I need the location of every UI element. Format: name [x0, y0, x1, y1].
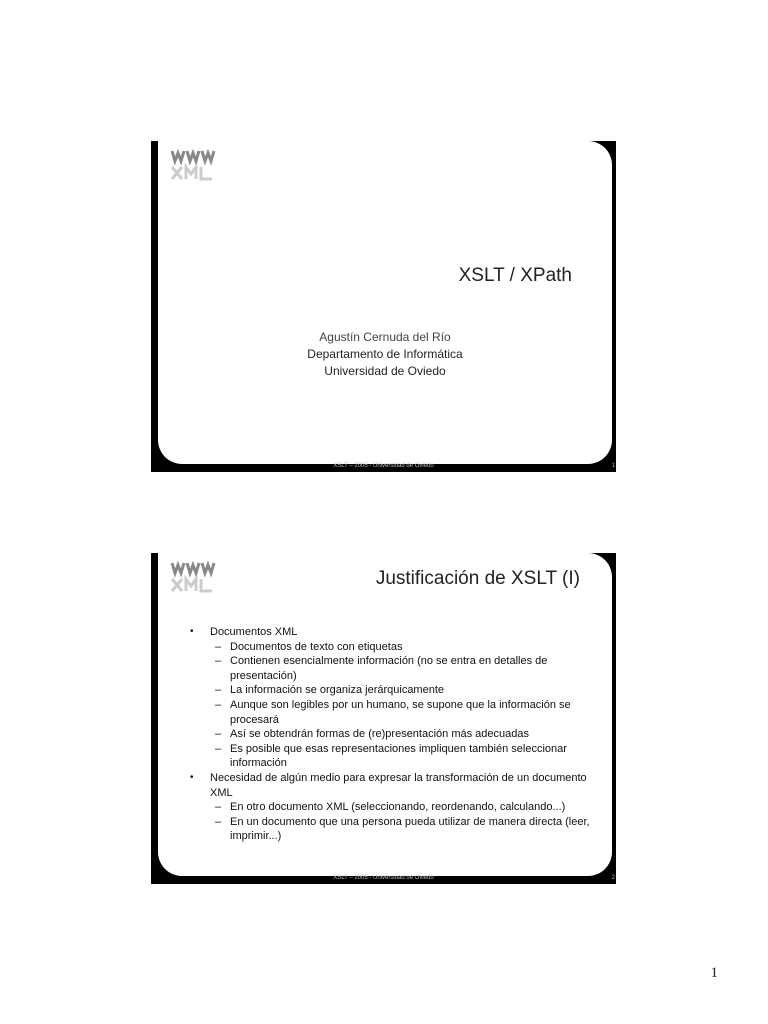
slide-1-author-block	[158, 329, 612, 380]
bullet-mark: •	[190, 771, 194, 783]
sub-item-text: Documentos de texto con etiquetas	[230, 640, 403, 653]
sub-item-text: Es posible que esas representaciones impliquen también seleccionar información	[230, 742, 567, 770]
slide-1-content	[158, 141, 612, 464]
slide-2	[151, 553, 616, 884]
slide-2-content	[158, 553, 612, 876]
dash-mark: –	[215, 684, 222, 697]
sub-item	[184, 640, 590, 655]
slide-1-title: XSLT / XPath	[458, 265, 572, 286]
bullet-item	[184, 771, 590, 800]
slide-2-body	[184, 625, 590, 844]
dash-mark: –	[215, 698, 222, 711]
page-number: 1	[710, 965, 718, 981]
sub-item	[184, 683, 590, 698]
sub-item-text: Así se obtendrán formas de (re)presentación más adecuadas	[230, 728, 529, 741]
sub-item-text: Contienen esencialmente información (no se entra en detalles de presentación)	[230, 655, 548, 682]
www-xml-logo	[170, 147, 218, 183]
bullet-mark: •	[190, 626, 194, 637]
sub-item-text: En otro documento XML (seleccionando, reordenando, calculando...)	[230, 801, 566, 814]
sub-item-text: Aunque son legibles por un humano, se supone que la información se procesará	[230, 698, 571, 726]
dash-mark: –	[215, 801, 222, 814]
sub-item	[184, 815, 590, 844]
sub-item-text: La información se organiza jerárquicamente	[230, 684, 445, 697]
sub-item	[184, 698, 590, 727]
slide-1	[151, 141, 616, 472]
bullet-item	[184, 625, 590, 640]
dash-mark: –	[215, 640, 222, 653]
dash-mark: –	[215, 655, 222, 668]
slide-2-footer: XSLT – 2005 - Universidad de Oviedo	[333, 875, 434, 881]
sub-item	[184, 654, 590, 683]
author-name: Agustín Cernuda del Río	[319, 330, 451, 344]
department-name: Departamento de Informática	[307, 347, 463, 361]
bullet-text: Documentos XML	[210, 626, 298, 638]
bullet-text: Necesidad de algún medio para expresar la transformación de un documento XML	[210, 771, 587, 799]
dash-mark: –	[215, 728, 222, 741]
www-xml-logo	[170, 559, 218, 595]
sub-item-text: En un documento que una persona pueda utilizar de manera directa (leer, imprimir...)	[230, 815, 590, 843]
dash-mark: –	[215, 742, 222, 755]
dash-mark: –	[215, 815, 222, 828]
sub-item	[184, 742, 590, 771]
sub-item	[184, 800, 590, 815]
slide-1-number: 1	[611, 463, 615, 469]
slide-2-title: Justificación de XSLT (I)	[375, 568, 580, 589]
slide-2-number: 2	[611, 875, 615, 881]
university-name: Universidad de Oviedo	[324, 364, 446, 378]
slide-1-footer: XSLT – 2005 - Universidad de Oviedo	[333, 463, 434, 469]
sub-item	[184, 727, 590, 742]
